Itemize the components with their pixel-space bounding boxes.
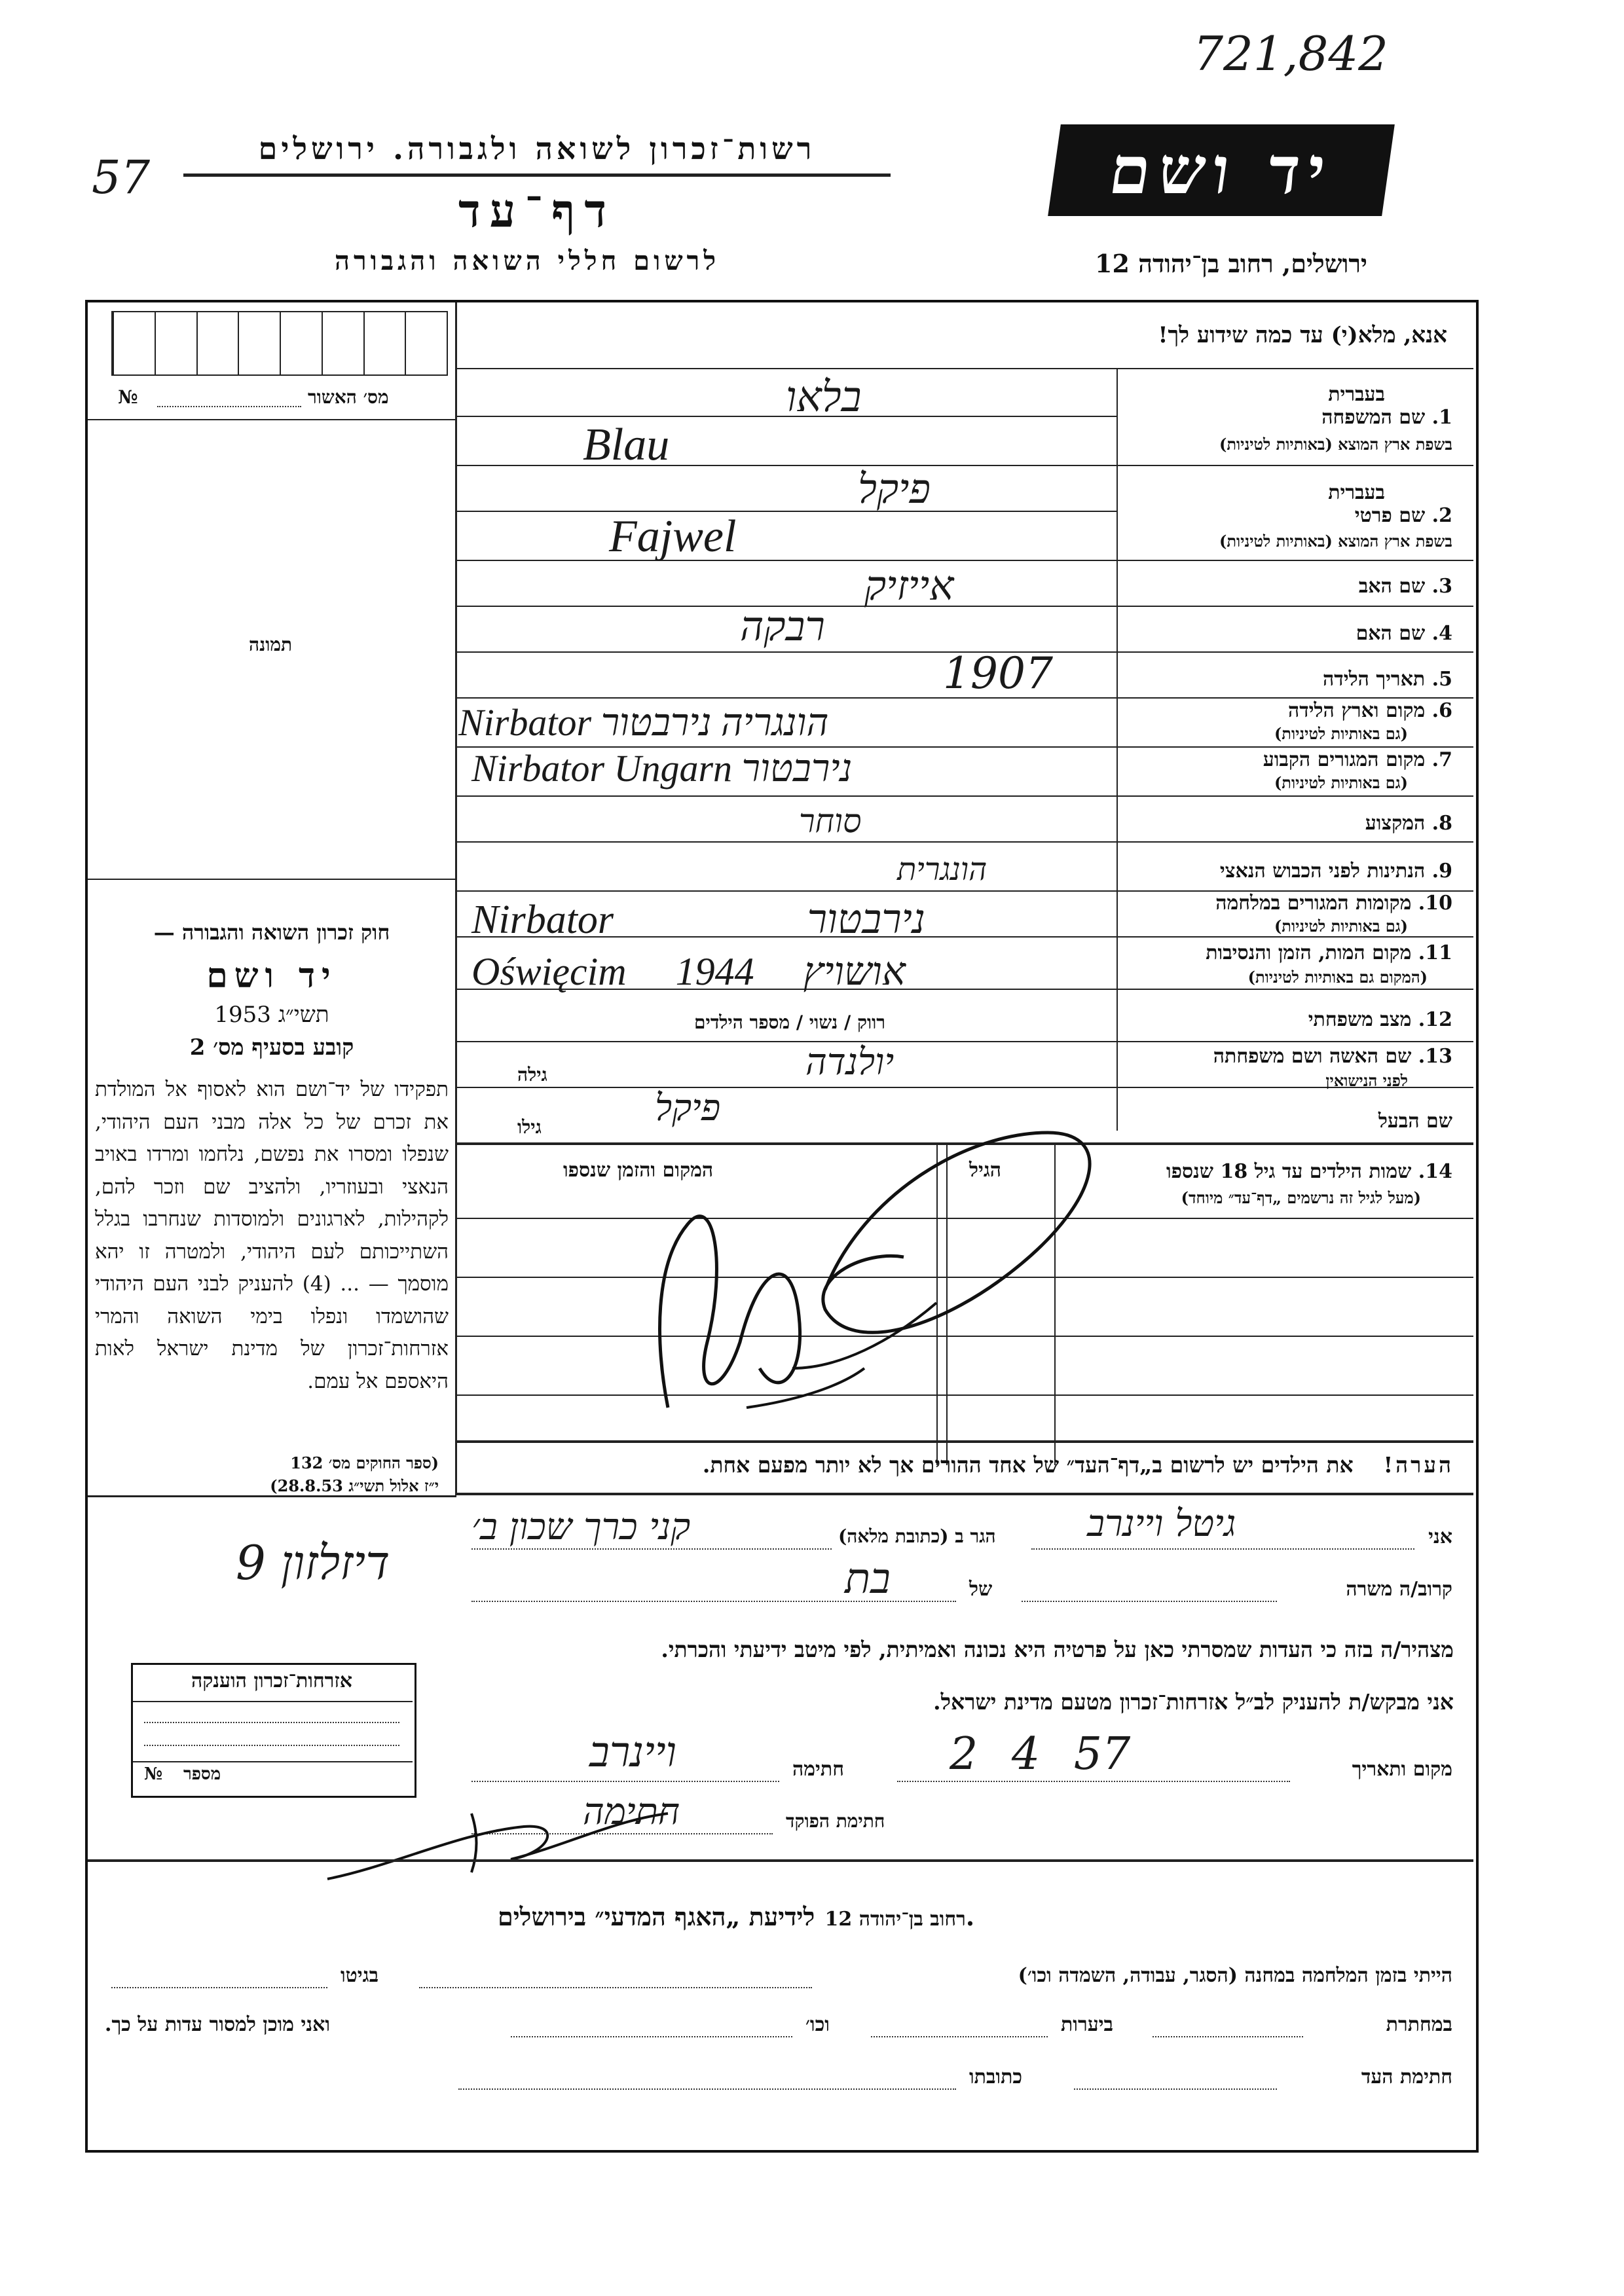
ghetto-line: [111, 1987, 327, 1988]
note-text: את הילדים יש לרשום ב„דף־העד״ של אחד ההורים אך לא יותר מפעם אחת.: [702, 1452, 1354, 1478]
address-line: [471, 1548, 832, 1550]
citizenship-line-1: [144, 1722, 399, 1723]
declarant-name-line: [1031, 1548, 1414, 1550]
signature-label: חתימה: [792, 1758, 844, 1781]
col-age: הגיל: [969, 1159, 1002, 1182]
field-5-value: 1907: [943, 648, 1053, 699]
field-2-lat-value: Fajwel: [609, 511, 737, 562]
field-1-lat-value: Blau: [583, 420, 670, 470]
date-line: [897, 1781, 1290, 1782]
law-text: תפקידו של יד־ושם הוא לאסוף אל המולדת את זכרם של כל אלה מבני העם היהודי, שנפלו ומסרו את נפשם, נלחמו ומרדו באויב הנאצי ובעוזריו, ולהציב שם וזכר להם, לקהילות, לארגונים ולמוסדות שנחרבו בגלל השתייכותם לעם היהודי, ולמטרה זו יהא מוסמך — ... (4) להעניק לבני העם היהודי שהושמדו ונפלו בימי השואה והמרי אזרחות־זכרון של מדינת ישראל לאות היאספם אל עמם.: [95, 1078, 449, 1393]
field-13-label: 13. שם האשה ושם משפחתה: [1213, 1045, 1452, 1068]
field-1-heb-value: בלאו: [786, 373, 862, 422]
note: [471, 1452, 1454, 1478]
shel-label: של: [969, 1578, 993, 1601]
witness-sign-line: [1074, 2088, 1277, 2090]
field-11-value: Oświęcim אושויץ 1944: [471, 950, 906, 993]
cross-out-scribble: [629, 1093, 1126, 1434]
citizenship-no: №: [144, 1764, 163, 1784]
footer-forests: ביערות: [1061, 2013, 1114, 2036]
field-6-label: 6. מקום וארץ הלידה: [1287, 699, 1452, 722]
footer-underground: במחתרת: [1386, 2013, 1452, 2036]
law-year-heb: תשי״ג: [278, 1002, 329, 1028]
signature-value: ויינרב: [589, 1728, 677, 1777]
row-line: [456, 606, 1473, 607]
field-4-label: 4. שם האם: [1356, 622, 1452, 645]
husband-label: שם הבעל: [1378, 1110, 1452, 1133]
archive-number: 721,842: [1193, 26, 1388, 81]
citizenship-number-label: מספר: [183, 1764, 221, 1784]
field-12-options: רווק / נשוי / מספר הילדים: [694, 1011, 886, 1033]
husband-value: פיקל: [655, 1087, 721, 1129]
note-top: [456, 1440, 1473, 1443]
row-line: [456, 795, 1473, 797]
law-title: חוק זכרון השואה והגבורה —: [153, 920, 390, 945]
citizenship-title-line: [133, 1701, 413, 1702]
row-line: [456, 841, 1473, 843]
note-label: הערה!: [1383, 1452, 1454, 1478]
footer-heading: לידיעת „האגף המדעי״ בירושלים.: [498, 1902, 975, 1931]
underground-line: [1153, 2036, 1303, 2037]
field-11-sub: (המקום גם באותיות לטיניות): [1247, 968, 1428, 987]
hebrew-label-2: בעברית: [1328, 481, 1385, 504]
field-8-value: סוחר: [799, 802, 862, 840]
field-3-label: 3. שם האב: [1358, 575, 1452, 598]
field-6-value: Nirbator הונגריה נירבטור: [458, 701, 829, 744]
approval-divider: [88, 419, 456, 420]
law-source-date: י״ז אלול תשי״ג 28.8.53): [270, 1476, 439, 1495]
yad-vashem-logo: [1048, 124, 1395, 216]
photo-label: תמונה: [249, 634, 293, 655]
date-value: 2 4 57: [950, 1728, 1131, 1780]
address: ירושלים, רחוב בן־יהודה 12: [1095, 249, 1367, 278]
resides-label: הגר ב (כתובת מלאה): [838, 1525, 996, 1547]
etc-line: [511, 2036, 792, 2037]
left-bottom: [88, 1495, 456, 1497]
field-13-sub: לפני הנישואין: [1325, 1071, 1408, 1090]
instruction-divider: [456, 368, 1473, 369]
approval-line: [157, 406, 301, 407]
footer-line1: הייתי בזמן המלחמה במחנה (הסגר, עבודה, השמדה וכו׳): [1018, 1964, 1452, 1987]
declarant-address: קני כרך שכון ב׳: [471, 1506, 691, 1548]
field-10-value: Nirbator נירבטור: [471, 898, 926, 942]
footer-witness-address: כתובתו: [969, 2066, 1023, 2088]
field-10-sub: (גם באותיות לטיניות): [1274, 917, 1408, 936]
approval-boxes: [111, 311, 448, 376]
field-1-label: 1. שם המשפחה: [1321, 406, 1452, 429]
approval-no: №: [118, 386, 138, 408]
field-1-sub: בשפת ארץ המוצא (באותיות לטיניות): [1219, 435, 1452, 454]
org-name: רשות־זכרון לשואה ולגבורה. ירושלים: [258, 131, 816, 166]
footer-top: [88, 1859, 1473, 1862]
place-date-label: מקום ותאריך: [1352, 1758, 1452, 1781]
footer-witness-sign: חתימת העד: [1361, 2066, 1452, 2088]
footer-heading-row: [498, 1902, 974, 1932]
instruction: אנא, מלא(י) עד כמה שידוע לך!: [1158, 322, 1447, 348]
relative-line: [1022, 1601, 1277, 1602]
signature-line: [471, 1781, 779, 1782]
field-2-label: 2. שם פרטי: [1354, 504, 1452, 527]
declarant-ani: אני: [1428, 1525, 1452, 1548]
footer-address: רחוב בן־יהודה 12: [824, 1908, 966, 1931]
org-underline: [183, 173, 891, 177]
approval-label: מס׳ האשור: [308, 386, 389, 408]
field-11-label: 11. מקום המות, הזמן והנסיבות: [1206, 941, 1452, 964]
field-12-label: 12. מצב משפחתי: [1308, 1008, 1452, 1031]
footer-ghetto: בגיטו: [341, 1964, 379, 1987]
field-13-value: יולנדה: [805, 1041, 895, 1084]
law-clause: קובע בסעיף מס׳ 2: [189, 1034, 354, 1061]
officer-signature: חתימה: [583, 1791, 680, 1833]
field-2-heb-value: פיקל: [858, 465, 931, 513]
field-7-value: Nirbator Ungarn נירבטור: [471, 747, 853, 790]
field-3-value: אייזיק: [864, 562, 954, 610]
relation-value: בת: [845, 1555, 891, 1603]
witness-address-line: [458, 2088, 956, 2090]
field-8-label: 8. המקצוע: [1365, 812, 1452, 835]
footer-etc: וכו׳: [805, 2013, 830, 2036]
row-line: [456, 1041, 1473, 1042]
field-14-sub: (מעל לגיל זה נרשמים „דף־עד״ מיוחד): [1181, 1188, 1421, 1207]
field-5-label: 5. תאריך הלידה: [1323, 668, 1452, 691]
field-7-sub: (גם באותיות לטיניות): [1274, 773, 1408, 792]
footer-testify: ואני מוכן למסור עדות על כך.: [105, 2013, 331, 2036]
form-subtitle: לרשום חללי השואה והגבורה: [334, 246, 720, 276]
officer-label: חתימת הפוקד: [786, 1810, 885, 1832]
declarant-address-2: דיזלזון 9: [236, 1535, 390, 1590]
field-10-label: 10. מקומות המגורים במלחמה: [1215, 892, 1452, 915]
law-year: [98, 1002, 445, 1028]
relative-label: קרוב/ה משרה: [1346, 1578, 1452, 1601]
citizenship-title: אזרחות־זכרון הוענקה: [191, 1669, 353, 1692]
law-source: (ספר החוקים מס׳ 132: [290, 1453, 439, 1472]
form-title: דף־עד: [458, 183, 616, 238]
row-line: [456, 511, 1118, 512]
row-line: [456, 1087, 1473, 1088]
field-4-value: רבקה: [740, 602, 825, 650]
note-bottom: [456, 1493, 1473, 1495]
forests-line: [871, 2036, 1048, 2037]
photo-divider: [88, 879, 456, 880]
officer-signature-stroke: [314, 1794, 681, 1892]
sheet-number: 57: [92, 151, 151, 204]
citizenship-number-line: [133, 1761, 413, 1762]
law-year-num: 1953: [214, 1002, 271, 1028]
logo-text: יד ושם: [1104, 132, 1338, 209]
field-9-value: הונגרית: [897, 851, 987, 888]
citizenship-line-2: [144, 1745, 399, 1746]
law-name: יד ושם: [206, 956, 337, 996]
camp-line: [419, 1987, 812, 1988]
declaration-text: מצהיר/ה בזה כי העדות שמסרתי כאן על פרטיה היא נכונה ואמיתית, לפי מיטב ידיעתי והכרתי.: [661, 1637, 1454, 1662]
husband-age-label: גילו: [517, 1116, 542, 1138]
field-6-sub: (גם באותיות לטיניות): [1274, 724, 1408, 743]
left-column-border: [455, 302, 457, 1495]
declarant-name: גיטל ויינרב: [1087, 1503, 1236, 1545]
field-2-sub: בשפת ארץ המוצא (באותיות לטיניות): [1219, 532, 1452, 551]
request-text: אני מבקש/ת להעניק לב״ל אזרחות־זכרון מטעם מדינת ישראל.: [933, 1689, 1454, 1715]
field-14-label: 14. שמות הילדים עד גיל 18 שנספו: [1166, 1160, 1452, 1183]
field-7-label: 7. מקום המגורים הקבוע: [1263, 748, 1452, 771]
field-13-age-label: גילה: [517, 1064, 547, 1085]
col-place: המקום והזמן שנספו: [563, 1159, 714, 1182]
hebrew-label-1: בעברית: [1328, 383, 1385, 406]
field-9-label: 9. הנתינות לפני הכבוש הנאצי: [1219, 860, 1452, 883]
label-column-border: [1116, 369, 1118, 1131]
